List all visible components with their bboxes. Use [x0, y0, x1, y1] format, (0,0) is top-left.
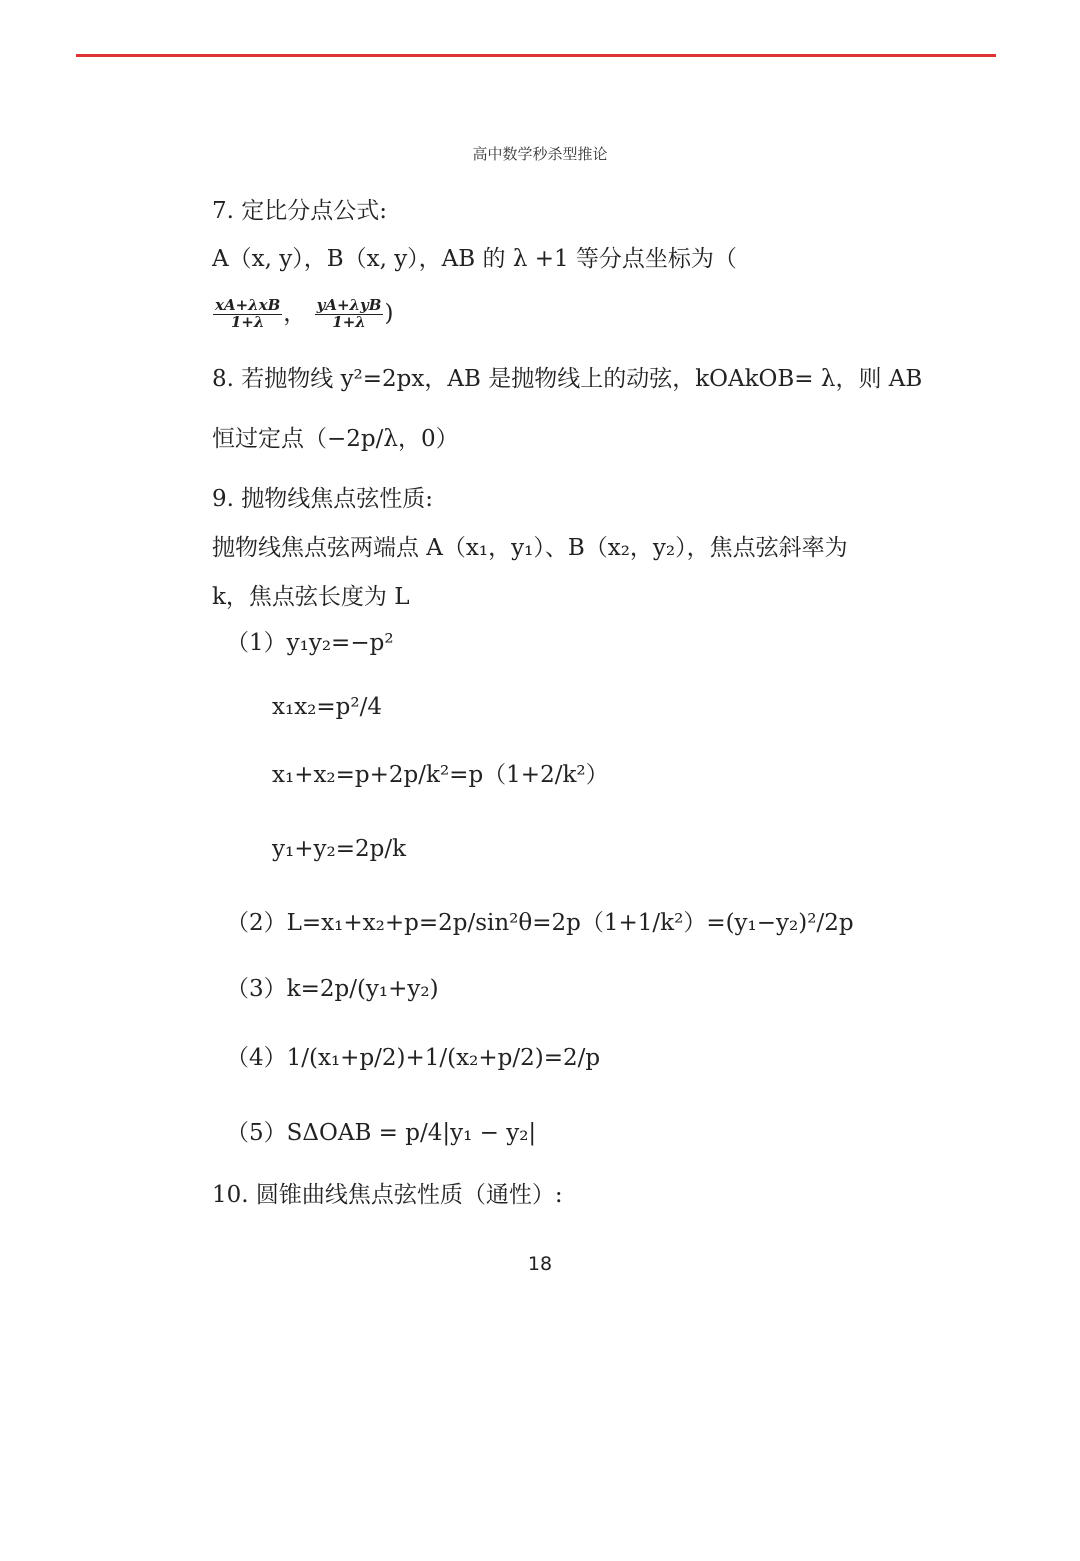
page-number: 18: [527, 1253, 553, 1275]
s9-item4: （4）1/(x₁+p/2)+1/(x₂+p/2)=2/p: [226, 1045, 601, 1071]
page-header: 高中数学秒杀型推论: [472, 145, 608, 163]
s7-formula: $\frac{\text{xA+λxB}}{1+\lambda}$ ， $\frac{\text{yA+λyB}}{1+\lambda}$ ): [215, 296, 394, 331]
s9-item5: （5）SΔOAB = p/4|y₁ − y₂|: [226, 1120, 537, 1146]
s9-item1c: x₁+x₂=p+2p/k²=p（1+2/k²）: [272, 762, 609, 788]
s9-item1a: （1）y₁y₂=−p²: [226, 630, 394, 656]
s9-item1b: x₁x₂=p²/4: [272, 694, 382, 720]
s9-item2: （2）L=x₁+x₂+p=2p/sin²θ=2p（1+1/k²）=(y₁−y₂)²/2p: [226, 910, 854, 936]
s7-intro: A（x, y），B（x, y），AB 的 λ +1 等分点坐标为（: [212, 246, 737, 272]
s9-line1: 抛物线焦点弦两端点 A（x₁，y₁）、B（x₂，y₂），焦点弦斜率为: [212, 535, 848, 561]
s7-title: 7. 定比分点公式:: [212, 198, 388, 224]
s10-title: 10. 圆锥曲线焦点弦性质（通性）:: [212, 1182, 563, 1208]
s9-title: 9. 抛物线焦点弦性质:: [212, 486, 434, 512]
s7-frac-y: $\frac{\text{yA+λyB}}{1+\lambda}$: [316, 296, 382, 331]
header-rule: [76, 54, 996, 57]
s7-frac-x: $\frac{\text{xA+λxB}}{1+\lambda}$: [215, 296, 281, 331]
s9-line2: k，焦点弦长度为 L: [212, 584, 410, 610]
s9-item3: （3）k=2p/(y₁+y₂): [226, 976, 439, 1002]
s8-line1: 8. 若抛物线 y²=2px，AB 是抛物线上的动弦，kOAkOB= λ，则 AB: [212, 366, 923, 392]
s9-item1d: y₁+y₂=2p/k: [272, 836, 407, 862]
s8-line2: 恒过定点（−2p/λ，0）: [212, 426, 459, 452]
